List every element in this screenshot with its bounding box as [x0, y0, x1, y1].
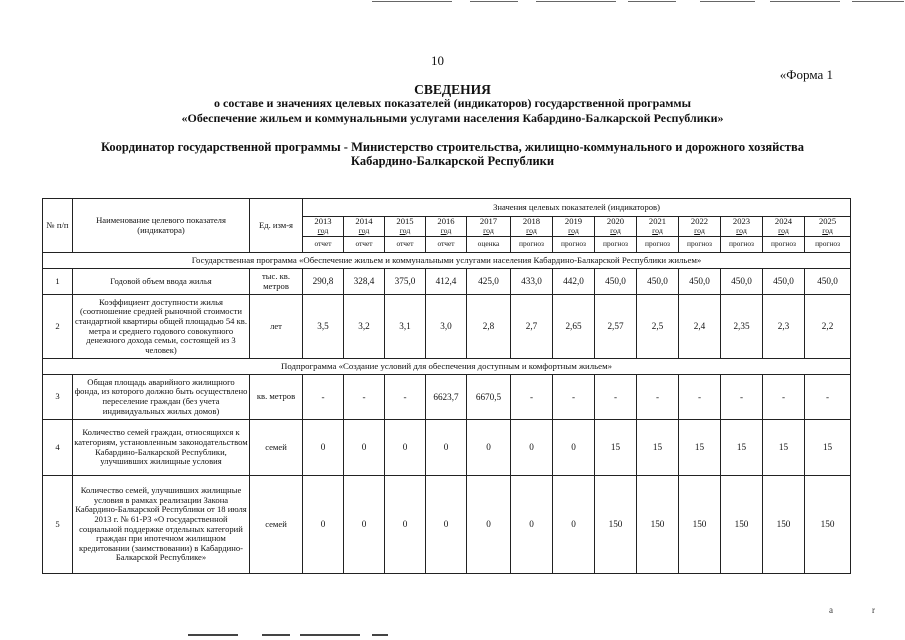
- indicator-value: 375,0: [385, 269, 426, 295]
- indicator-value: 450,0: [637, 269, 679, 295]
- indicator-value: 290,8: [303, 269, 344, 295]
- year-label: 2018: [522, 216, 541, 227]
- table-row: [43, 269, 851, 295]
- indicator-value: 0: [426, 420, 467, 476]
- year-header: [303, 217, 344, 237]
- year-status: отчет: [385, 237, 426, 253]
- indicator-value: 15: [805, 420, 851, 476]
- indicator-value: 433,0: [511, 269, 553, 295]
- year-label: 2022: [690, 216, 709, 227]
- indicator-value: 3,2: [344, 295, 385, 359]
- row-number: 5: [43, 476, 73, 574]
- indicator-value: 2,35: [721, 295, 763, 359]
- indicator-value: 0: [303, 476, 344, 574]
- year-header: [637, 217, 679, 237]
- year-suffix: год: [778, 225, 789, 235]
- program-name: «Обеспечение жильем и коммунальными услугами населения Кабардино-Балкарской Республики»: [181, 111, 724, 125]
- indicator-value: 442,0: [553, 269, 595, 295]
- indicator-value: 3,1: [385, 295, 426, 359]
- year-status: отчет: [344, 237, 385, 253]
- form-label: «Форма 1: [779, 67, 833, 82]
- col-name-header: Наименование целевого показателя (индикатора): [73, 199, 250, 253]
- table-row: [43, 476, 851, 574]
- year-status: прогноз: [637, 237, 679, 253]
- indicator-value: 6623,7: [426, 375, 467, 420]
- indicator-value: -: [385, 375, 426, 420]
- indicator-value: 150: [637, 476, 679, 574]
- section-program: Государственная программа «Обеспечение жильем и коммунальными услугами населения Кабардино-Балкарской Республики жильем»: [43, 253, 851, 269]
- year-suffix: год: [610, 225, 621, 235]
- indicator-unit: семей: [250, 476, 303, 574]
- year-suffix: год: [399, 225, 411, 235]
- indicator-value: 425,0: [467, 269, 511, 295]
- indicator-value: 2,65: [553, 295, 595, 359]
- year-suffix: год: [440, 225, 452, 235]
- row-number: 3: [43, 375, 73, 420]
- indicator-value: -: [511, 375, 553, 420]
- table-body: [43, 253, 851, 574]
- indicator-value: 412,4: [426, 269, 467, 295]
- year-status: отчет: [426, 237, 467, 253]
- indicator-value: 0: [553, 420, 595, 476]
- year-status: оценка: [467, 237, 511, 253]
- year-header: [511, 217, 553, 237]
- indicator-name: Общая площадь аварийного жилищного фонда, из которого должно быть осуществлено переселение граждан (без учета индивидуальных жилых домов): [73, 375, 250, 420]
- indicator-unit: тыс. кв. метров: [250, 269, 303, 295]
- indicator-value: 450,0: [805, 269, 851, 295]
- document-subtitle: о составе и значениях целевых показателей (индикаторов) государственной программы: [214, 96, 691, 110]
- indicator-value: 450,0: [721, 269, 763, 295]
- year-header: [595, 217, 637, 237]
- indicator-value: -: [553, 375, 595, 420]
- indicator-value: 0: [303, 420, 344, 476]
- year-status: отчет: [303, 237, 344, 253]
- year-suffix: год: [822, 225, 833, 235]
- indicator-value: -: [679, 375, 721, 420]
- indicator-unit: кв. метров: [250, 375, 303, 420]
- year-suffix: год: [568, 225, 579, 235]
- year-status: прогноз: [763, 237, 805, 253]
- year-status: прогноз: [595, 237, 637, 253]
- page-number: 10: [431, 53, 444, 68]
- indicator-unit: семей: [250, 420, 303, 476]
- year-header: [553, 217, 595, 237]
- indicator-value: 0: [467, 420, 511, 476]
- year-suffix: год: [358, 225, 370, 235]
- coordinator-line-1: Координатор государственной программы - Министерство строительства, жилищно-коммунального и дорожного хозяйства: [100, 140, 805, 154]
- indicator-value: 150: [763, 476, 805, 574]
- year-label: 2023: [732, 216, 751, 227]
- indicator-value: 328,4: [344, 269, 385, 295]
- indicator-name: Годовой объем ввода жилья: [73, 269, 250, 295]
- year-header: [344, 217, 385, 237]
- section-subprogram: Подпрограмма «Создание условий для обеспечения доступным и комфортным жильем»: [43, 359, 851, 375]
- table-row: [43, 375, 851, 420]
- year-header: [426, 217, 467, 237]
- indicator-value: 450,0: [679, 269, 721, 295]
- col-unit-header: Ед. изм-я: [250, 199, 303, 253]
- indicator-value: 2,5: [637, 295, 679, 359]
- indicator-value: 0: [553, 476, 595, 574]
- year-suffix: год: [694, 225, 705, 235]
- year-suffix: год: [736, 225, 747, 235]
- indicator-value: 0: [467, 476, 511, 574]
- coordinator-line-2: Кабардино-Балкарской Республики: [350, 154, 555, 168]
- indicator-value: -: [637, 375, 679, 420]
- year-header: [467, 217, 511, 237]
- indicator-value: 3,5: [303, 295, 344, 359]
- indicator-value: 150: [595, 476, 637, 574]
- year-header: [805, 217, 851, 237]
- indicators-table: [42, 198, 851, 574]
- indicator-value: -: [721, 375, 763, 420]
- indicator-name: Коэффициент доступности жилья (соотношение средней рыночной стоимости стандартной квартиры общей площадью 54 кв. метра и среднего годового совокупного денежного дохода семьи, состоящей из 3 человек): [73, 295, 250, 359]
- indicator-value: -: [805, 375, 851, 420]
- indicator-value: 150: [721, 476, 763, 574]
- year-status: прогноз: [721, 237, 763, 253]
- page-mark-2: r: [872, 605, 875, 615]
- row-number: 4: [43, 420, 73, 476]
- year-label: 2016: [437, 216, 455, 227]
- document-title: СВЕДЕНИЯ: [414, 82, 491, 97]
- indicator-value: -: [303, 375, 344, 420]
- year-suffix: год: [317, 225, 329, 235]
- indicator-value: 2,7: [511, 295, 553, 359]
- indicator-value: 450,0: [763, 269, 805, 295]
- year-label: 2020: [606, 216, 625, 227]
- year-label: 2021: [648, 216, 667, 227]
- year-status: прогноз: [679, 237, 721, 253]
- year-label: 2025: [818, 216, 837, 227]
- indicator-value: 3,0: [426, 295, 467, 359]
- indicator-value: -: [344, 375, 385, 420]
- row-number: 1: [43, 269, 73, 295]
- indicator-value: -: [763, 375, 805, 420]
- indicator-name: Количество семей, улучшивших жилищные условия в рамках реализации Закона Кабардино-Балкарской Республики от 18 июля 2013 г. № 61-РЗ «О государственной социальной поддержке отдельных категорий граждан при ипотечном жилищном кредитовании (заимствовании) в Кабардино-Балкарской Республике»: [73, 476, 250, 574]
- year-header: [763, 217, 805, 237]
- table-row: [43, 295, 851, 359]
- year-header: [679, 217, 721, 237]
- year-suffix: год: [483, 225, 494, 235]
- indicator-value: 0: [426, 476, 467, 574]
- year-label: 2017: [479, 216, 498, 227]
- indicator-value: 2,3: [763, 295, 805, 359]
- indicator-value: 2,2: [805, 295, 851, 359]
- year-suffix: год: [526, 225, 537, 235]
- indicator-value: -: [595, 375, 637, 420]
- indicator-value: 0: [344, 476, 385, 574]
- table-row: [43, 420, 851, 476]
- indicator-value: 15: [595, 420, 637, 476]
- year-status: прогноз: [511, 237, 553, 253]
- indicator-value: 15: [721, 420, 763, 476]
- year-label: 2019: [564, 216, 583, 227]
- indicator-value: 0: [511, 476, 553, 574]
- indicator-value: 15: [763, 420, 805, 476]
- page-mark-1: a: [829, 605, 833, 615]
- indicator-value: 150: [679, 476, 721, 574]
- indicator-value: 2,8: [467, 295, 511, 359]
- indicator-value: 6670,5: [467, 375, 511, 420]
- indicator-value: 2,4: [679, 295, 721, 359]
- indicator-value: 150: [805, 476, 851, 574]
- col-number-header: № п/п: [43, 199, 73, 253]
- indicator-value: 15: [637, 420, 679, 476]
- row-number: 2: [43, 295, 73, 359]
- indicator-value: 15: [679, 420, 721, 476]
- year-label: 2015: [396, 216, 414, 227]
- values-header: Значения целевых показателей (индикаторов): [303, 199, 851, 217]
- year-status: прогноз: [805, 237, 851, 253]
- indicator-name: Количество семей граждан, относящихся к категориям, установленным законодательством Кабардино-Балкарской Республики, улучшивших жилищные условия: [73, 420, 250, 476]
- indicator-value: 2,57: [595, 295, 637, 359]
- indicator-value: 450,0: [595, 269, 637, 295]
- year-header: [385, 217, 426, 237]
- year-label: 2013: [314, 216, 332, 227]
- indicator-value: 0: [385, 420, 426, 476]
- year-label: 2024: [774, 216, 793, 227]
- year-label: 2014: [355, 216, 373, 227]
- year-header: [721, 217, 763, 237]
- indicator-value: 0: [344, 420, 385, 476]
- indicator-unit: лет: [250, 295, 303, 359]
- year-suffix: год: [652, 225, 663, 235]
- indicator-value: 0: [385, 476, 426, 574]
- year-status: прогноз: [553, 237, 595, 253]
- indicator-value: 0: [511, 420, 553, 476]
